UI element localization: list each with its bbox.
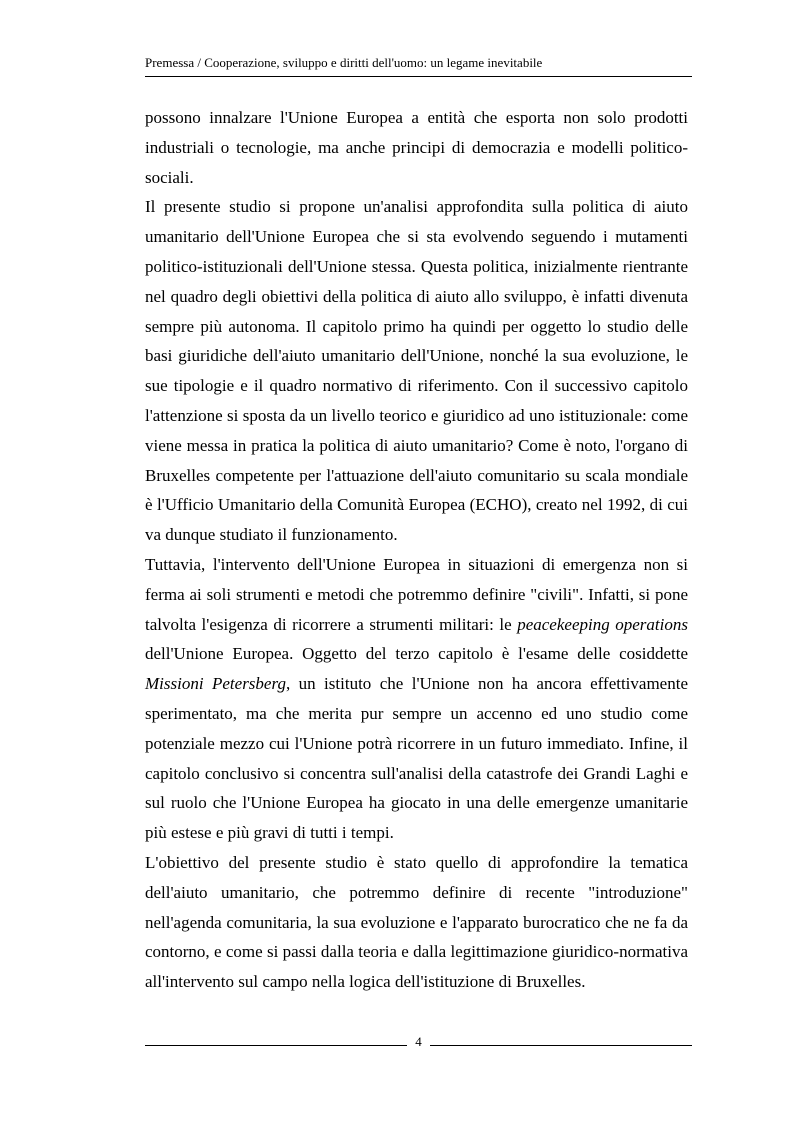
paragraph-3-text-b: dell'Unione Europea. Oggetto del terzo capitolo è l'esame delle cosiddette xyxy=(145,644,688,664)
body-text xyxy=(145,103,688,997)
header-title: Premessa / Cooperazione, sviluppo e diritti dell'uomo: un legame inevitabile xyxy=(145,55,543,70)
paragraph-3 xyxy=(145,550,688,848)
page-footer xyxy=(145,1035,692,1049)
italic-missioni-petersberg: Missioni Petersberg xyxy=(145,674,286,694)
running-header xyxy=(145,55,692,77)
page-number: 4 xyxy=(415,1034,422,1049)
paragraph-2: Il presente studio si propone un'analisi approfondita sulla politica di aiuto umanitario dell'Unione Europea che si sta evolvendo seguendo i mutamenti politico-istituzionali dell'Unione stessa. Questa politica, inizialmente rientrante nel quadro degli obiettivi della politica di aiuto allo sviluppo, è infatti divenuta sempre più autonoma. Il capitolo primo ha quindi per oggetto lo studio delle basi giuridiche dell'aiuto umanitario dell'Unione, nonché la sua evoluzione, le sue tipologie e il quadro normativo di riferimento. Con il successivo capitolo l'attenzione si sposta da un livello teorico e giuridico ad uno istituzionale: come viene messa in pratica la politica di aiuto umanitario? Come è noto, l'organo di Bruxelles competente per l'attuazione dell'aiuto comunitario su scala mondiale è l'Ufficio Umanitario della Comunità Europea (ECHO), creato nel 1992, di cui va dunque studiato il funzionamento. xyxy=(145,197,688,545)
italic-peacekeeping: peacekeeping operations xyxy=(517,614,688,634)
paragraph-3-text-a: Tuttavia, l'intervento dell'Unione Europea in situazioni di emergenza non si ferma ai soli strumenti e metodi che potremmo definire "civili". Infatti, si pone talvolta l'esigenza di ricorrere a strumenti militari: le xyxy=(145,554,688,634)
paragraph-3-text-c: , un istituto che l'Unione non ha ancora effettivamente sperimentato, ma che merita pur sempre un accenno ed uno studio come potenziale mezzo cui l'Unione potrà ricorrere in un futuro immediato. Infine, il capitolo conclusivo si concentra sull'analisi della catastrofe dei Grandi Laghi e sul ruolo che l'Unione Europea ha giocato in una delle emergenze umanitarie più estese e più gravi di tutti i tempi. xyxy=(145,674,688,843)
footer-rule-left xyxy=(145,1045,407,1046)
paragraph-4: L'obiettivo del presente studio è stato quello di approfondire la tematica dell'aiuto umanitario, che potremmo definire di recente "introduzione" nell'agenda comunitaria, la sua evoluzione e l'apparato burocratico che ne fa da contorno, e come si passi dalla teoria e dalla legittimazione giuridico-normativa all'intervento sul campo nella logica dell'istituzione di Bruxelles. xyxy=(145,852,688,992)
paragraph-1: possono innalzare l'Unione Europea a entità che esporta non solo prodotti industriali o tecnologie, ma anche principi di democrazia e modelli politico-sociali. xyxy=(145,108,688,187)
footer-rule-right xyxy=(430,1045,692,1046)
